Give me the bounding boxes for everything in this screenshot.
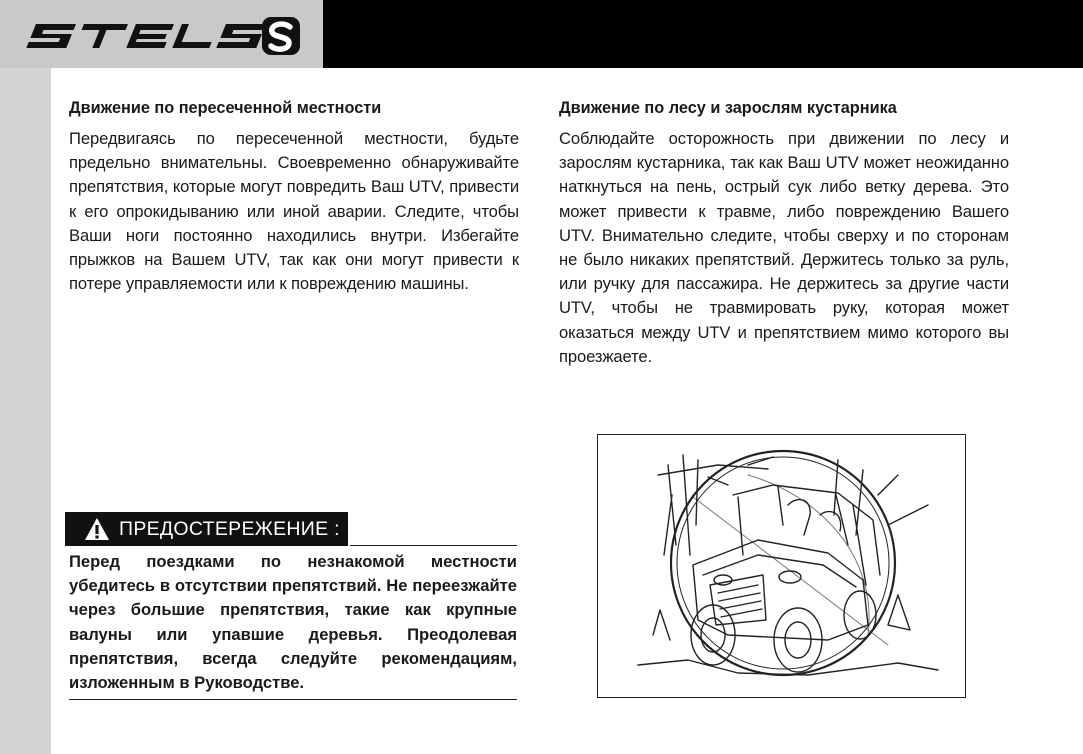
- side-margin-strip: [0, 68, 51, 754]
- left-section-title: Движение по пересеченной местности: [69, 99, 382, 117]
- stels-logo: [22, 14, 307, 58]
- left-section-text: Передвигаясь по пересеченной местности, будьте предельно внимательны. Своевременно обнаруживайте препятствия, которые могут повредить Ваш UTV, привести к его опрокидыванию или иной аварии. Следите, чтобы Ваши ноги постоянно находились внутри. Избегайте прыжков на Вашем UTV, так как они могут привести к потере управляемости или к повреждению машины.: [69, 129, 519, 294]
- right-column: [559, 98, 1009, 369]
- left-column: [69, 98, 519, 296]
- warning-block: [65, 512, 517, 700]
- right-section-title: Движение по лесу и зарослям кустарника: [559, 99, 897, 117]
- warning-triangle-icon: [84, 517, 110, 541]
- warning-bottom-rule: [69, 699, 517, 700]
- warning-header: [65, 512, 517, 546]
- brand-logo-area: [0, 0, 323, 68]
- warning-text: Перед поездками по незнакомой местности убедитесь в отсутствии препятствий. Не переезжайте через большие препятствия, такие как крупные валуны или упавшие деревья. Преодолевая препятствия, всегда следуйте рекомендациям, изложенным в Руководстве.: [69, 552, 517, 693]
- right-section-text: Соблюдайте осторожность при движении по лесу и зарослям кустарника, так как Ваш UTV может неожиданно наткнуться на пень, острый сук либо ветку дерева. Это может привести к травме, либо повреждению Вашего UTV. Внимательно следите, чтобы сверху и по сторонам не было никаких препятствий. Держитесь только за руль, или ручку для пассажира. Не держитесь за другие части UTV, чтобы не травмировать руку, которая может оказаться между UTV и препятствием мимо которого вы проезжаете.: [559, 129, 1009, 366]
- utv-in-forest-drawing: [598, 435, 965, 697]
- utv-forest-illustration: [597, 434, 966, 698]
- warning-top-rule: [350, 545, 517, 546]
- warning-label: ПРЕДОСТЕРЕЖЕНИЕ :: [119, 517, 340, 540]
- warning-label-bar: [65, 512, 348, 546]
